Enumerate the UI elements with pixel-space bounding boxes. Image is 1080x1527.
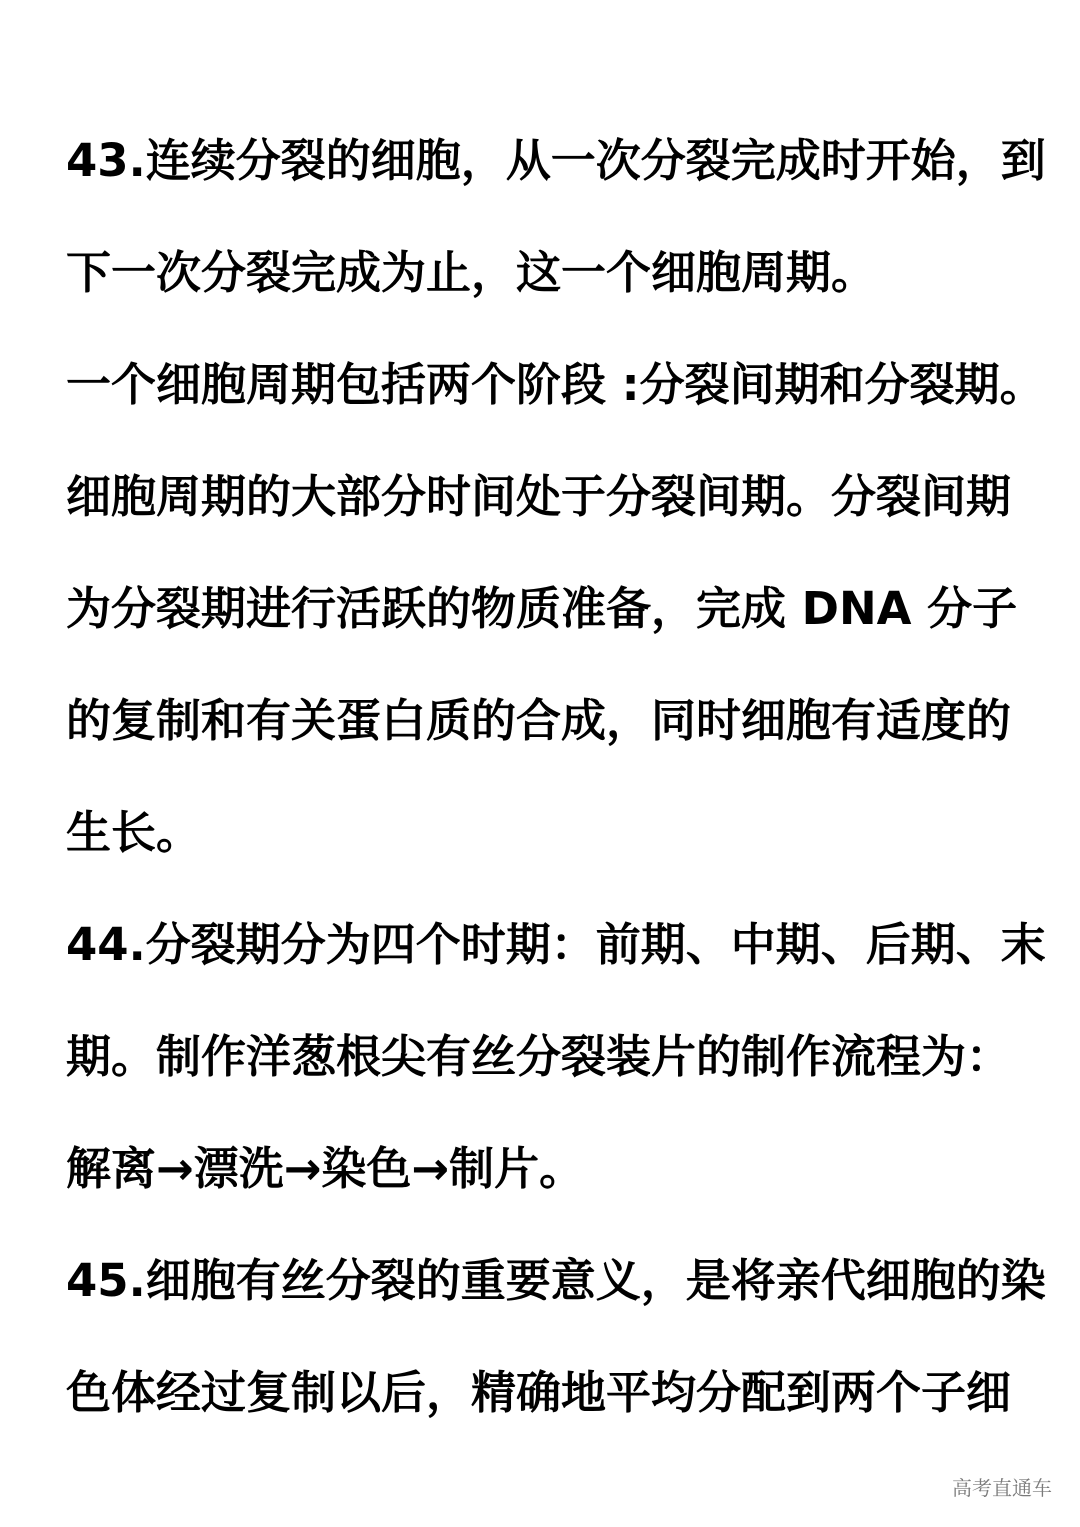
text-line-1: 43.连续分裂的细胞，从一次分裂完成时开始，到 <box>66 134 1046 187</box>
text-line-4: 细胞周期的大部分时间处于分裂间期。分裂间期 <box>66 470 1012 523</box>
text-line-8: 44.分裂期分为四个时期：前期、中期、后期、末 <box>66 918 1046 971</box>
text-line-5: 为分裂期进行活跃的物质准备，完成 DNA 分子 <box>66 582 1018 635</box>
text-line-6: 的复制和有关蛋白质的合成，同时细胞有适度的 <box>66 694 1012 747</box>
watermark-label: 高考直通车 <box>952 1476 1052 1500</box>
text-line-12: 色体经过复制以后，精确地平均分配到两个子细 <box>66 1366 1012 1419</box>
text-line-10: 解离→漂洗→染色→制片。 <box>66 1142 585 1195</box>
text-line-7: 生长。 <box>66 806 202 859</box>
text-line-3: 一个细胞周期包括两个阶段 :分裂间期和分裂期。 <box>66 358 1045 411</box>
text-line-9: 期。制作洋葱根尖有丝分裂装片的制作流程为： <box>66 1030 1012 1083</box>
text-line-2: 下一次分裂完成为止，这一个细胞周期。 <box>66 246 877 299</box>
text-line-11: 45.细胞有丝分裂的重要意义，是将亲代细胞的染 <box>66 1254 1046 1307</box>
